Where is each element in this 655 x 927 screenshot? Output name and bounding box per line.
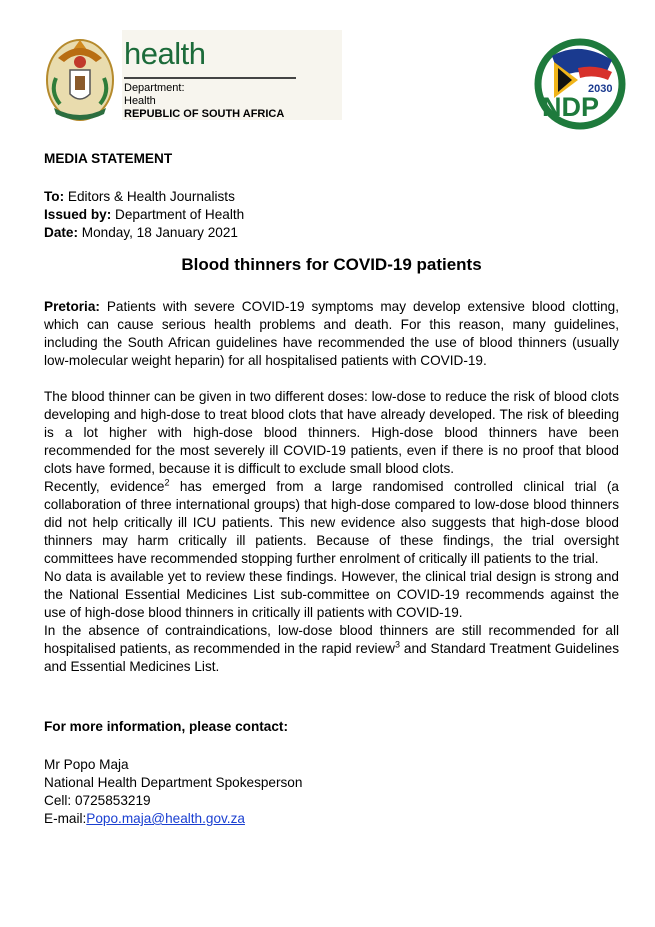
contact-email-line	[44, 810, 619, 828]
letterhead	[44, 30, 624, 130]
contact-heading: For more information, please contact:	[44, 719, 288, 734]
ndp-label-text: NDP	[542, 92, 600, 122]
brand-department-label: Department:	[124, 82, 185, 94]
footnote-ref-2: 2	[164, 477, 170, 488]
brand-health-label: Health	[124, 95, 156, 107]
paragraph-5-text-b: and Standard Treatment Guidelines and Essential Medicines List.	[44, 641, 620, 674]
statement-type: MEDIA STATEMENT	[44, 151, 173, 166]
to-label: To:	[44, 189, 65, 204]
paragraph-5-text-a: In the absence of contraindications, low-dose blood thinners are still recommended for all hospitalised patients, as recommended in the rapid review	[44, 623, 619, 656]
paragraph-5	[44, 622, 619, 676]
email-link[interactable]: Popo.maja@health.gov.za	[86, 811, 245, 826]
brand-divider	[124, 77, 296, 79]
contact-cell: Cell: 0725853219	[44, 793, 151, 808]
footnote-ref-3: 3	[394, 639, 400, 650]
paragraph-4: No data is available yet to review these findings. However, the clinical trial design is strong and the National Essential Medicines List sub-committee on COVID-19 recommends against the use of high-dose blood thinners in critically ill patients with COVID-19.	[44, 569, 619, 620]
dateline: Pretoria:	[44, 299, 100, 314]
media-statement-body	[44, 150, 619, 828]
paragraph-3-text-b: has emerged from a large randomised controlled clinical trial (a collaboration of three international groups) that high-dose compared to low-dose blood thinners did not help critically ill ICU patients. This new evidence also suggests that high-dose blood thinners may harm critically ill patients. Because of these findings, the trial oversight committees have recommended stopping further enrolment of critically ill patients to the trial.	[44, 479, 619, 566]
paragraph-3-text-a: Recently, evidence	[44, 479, 165, 494]
brand-word: health	[124, 36, 206, 71]
paragraph-1-text: Patients with severe COVID-19 symptoms may develop extensive blood clotting, which can cause serious health problems and death. For this reason, many guidelines, including the South African guidelines have recommended the use of blood thinners (usually low-molecular weight heparin) for all hospitalised patients with COVID-19.	[44, 299, 619, 368]
contact-role: National Health Department Spokesperson	[44, 775, 303, 790]
statement-title: Blood thinners for COVID-19 patients	[181, 255, 482, 274]
ndp-2030-logo	[534, 38, 626, 130]
issuer-line	[44, 206, 619, 224]
department-brand	[122, 30, 342, 120]
issued-label: Issued by:	[44, 207, 112, 222]
email-label: E-mail:	[44, 811, 87, 826]
date-value: Monday, 18 January 2021	[78, 225, 238, 240]
date-label: Date:	[44, 225, 78, 240]
paragraph-1	[44, 298, 619, 370]
paragraph-2: The blood thinner can be given in two different doses: low-dose to reduce the risk of blood clots developing and high-dose to treat blood clots that have already developed. The risk of bleeding is a lot higher with high-dose blood thinners. High-dose blood thinners have been recommended for the most severely ill COVID-19 patients, even if there is no proof that blood clots have formed, because it is difficult to exclude small blood clots.	[44, 389, 619, 476]
paragraph-3	[44, 478, 619, 568]
to-value: Editors & Health Journalists	[64, 189, 235, 204]
brand-country-label: REPUBLIC OF SOUTH AFRICA	[124, 108, 285, 120]
recipient-line	[44, 188, 619, 206]
contact-name: Mr Popo Maja	[44, 757, 129, 772]
ndp-year-text: 2030	[588, 83, 613, 95]
coat-of-arms-logo	[44, 32, 116, 124]
issued-value: Department of Health	[111, 207, 245, 222]
date-line	[44, 224, 619, 242]
